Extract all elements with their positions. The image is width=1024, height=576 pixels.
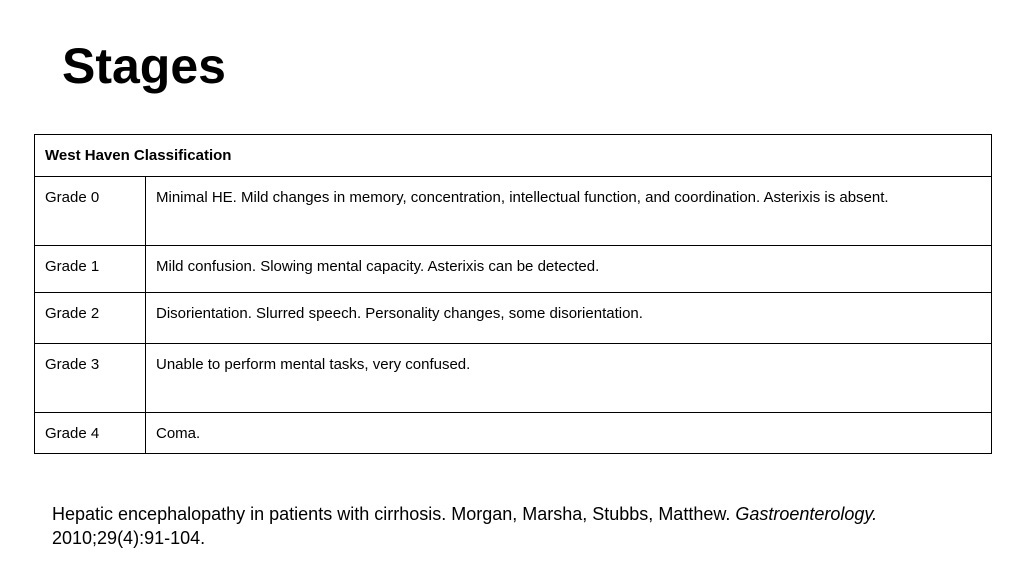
table-header: West Haven Classification <box>35 135 992 177</box>
grade-label: Grade 0 <box>35 177 146 246</box>
table-header-row <box>35 135 992 177</box>
grade-description: Mild confusion. Slowing mental capacity. Asterixis can be detected. <box>146 246 992 293</box>
table-row <box>35 246 992 293</box>
grade-description: Unable to perform mental tasks, very confused. <box>146 344 992 413</box>
table-row <box>35 177 992 246</box>
citation-details: 2010;29(4):91-104. <box>52 528 206 548</box>
citation-journal: Gastroenterology. <box>735 504 878 524</box>
grade-label: Grade 2 <box>35 293 146 344</box>
table-row <box>35 413 992 454</box>
slide-title: Stages <box>62 38 226 94</box>
table-row <box>35 344 992 413</box>
citation-text: Hepatic encephalopathy in patients with cirrhosis. Morgan, Marsha, Stubbs, Matthew. <box>52 504 736 524</box>
grade-label: Grade 4 <box>35 413 146 454</box>
west-haven-table <box>34 134 992 454</box>
grade-description: Disorientation. Slurred speech. Personality changes, some disorientation. <box>146 293 992 344</box>
table-row <box>35 293 992 344</box>
grade-description: Coma. <box>146 413 992 454</box>
grade-label: Grade 1 <box>35 246 146 293</box>
grade-label: Grade 3 <box>35 344 146 413</box>
grade-description: Minimal HE. Mild changes in memory, concentration, intellectual function, and coordination. Asterixis is absent. <box>146 177 992 246</box>
citation <box>52 502 992 550</box>
